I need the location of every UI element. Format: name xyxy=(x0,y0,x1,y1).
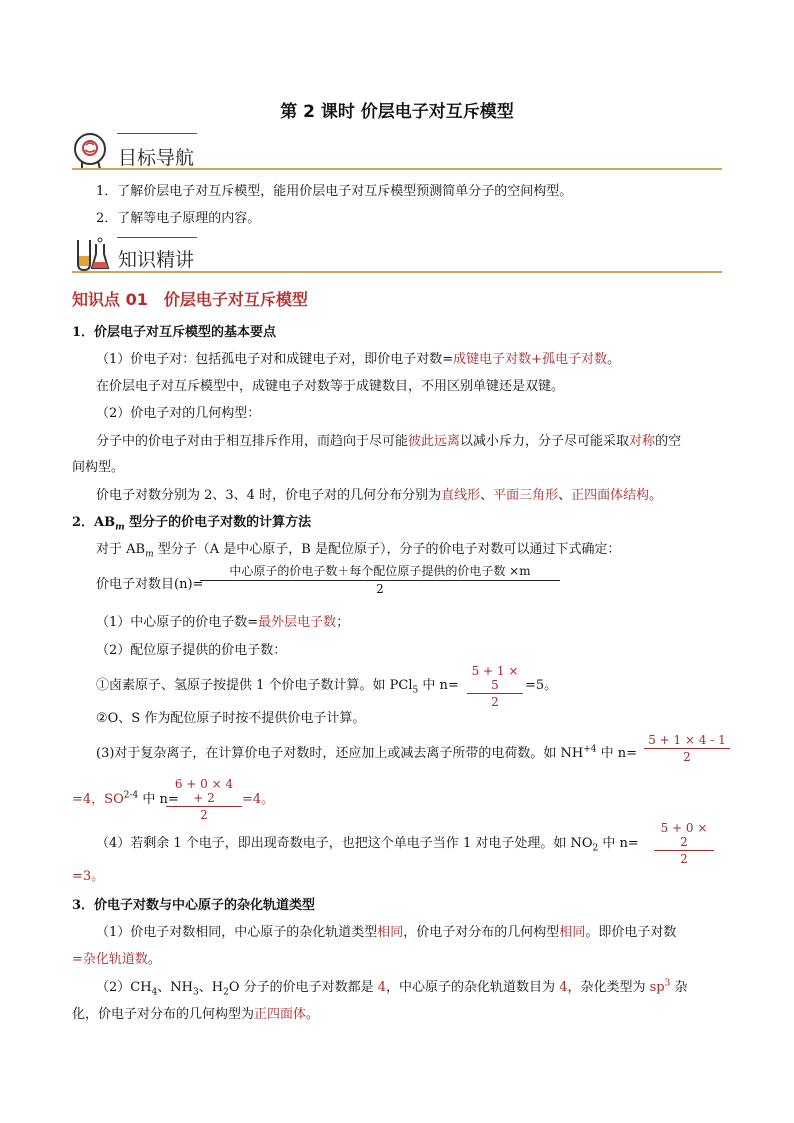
formula-numerator: 中心原子的价电子数＋每个配位原子提供的价电子数 ×m xyxy=(229,564,531,578)
section1-heading: 目标导航 xyxy=(118,147,195,169)
s2-p6-result: =4。 xyxy=(242,792,275,807)
s2-p3-result: =5。 xyxy=(525,678,558,693)
no2-fraction: 5 + 0 × 2 2 xyxy=(654,821,714,866)
s3-heading: 3．价电子对数与中心原子的杂化轨道类型 xyxy=(72,898,316,913)
goal-2: 2．了解等电子原理的内容。 xyxy=(96,211,261,226)
knowledge-point-title: 知识点 01 价层电子对互斥模型 xyxy=(72,290,308,309)
s2-p8: =3。 xyxy=(72,869,105,884)
goal-1: 1．了解价层电子对互斥模型，能用价层电子对互斥模型预测简单分子的空间构型。 xyxy=(96,184,573,199)
s1-p4: 分子中的价电子对由于相互排斥作用，而趋向于尽可能彼此远离以减小斥力，分子尽可能采取对称的空 xyxy=(96,434,682,449)
formula-denominator: 2 xyxy=(376,582,384,596)
main-formula-fraction xyxy=(200,562,560,596)
s2-p4: ②O、S 作为配位原子时按不提供价电子计算。 xyxy=(96,711,366,726)
s2-heading: 2．$AB_m$ 型分子的价电子对数的计算方法 xyxy=(72,515,312,533)
s3-p2-cont: 化，价电子对分布的几何构型为正四面体。 xyxy=(72,1007,320,1022)
s2-intro: 对于 $AB_m$ 型分子（A 是中心原子，B 是配位原子），分子的价电子对数可以通过下式确定： xyxy=(96,542,621,560)
section1-divider xyxy=(72,168,722,170)
s1-p4-cont: 间构型。 xyxy=(72,460,125,475)
nh4-fraction: 5 + 1 × 4 - 1 2 xyxy=(644,733,730,764)
s3-p1: （1）价电子对数相同，中心原子的杂化轨道类型相同，价电子对分布的几何构型相同。即价电子对数 xyxy=(96,925,677,940)
s3-p2: $(2)CH_4$、$NH_3$、$H_2O$ 分子的价电子对数都是 4，中心原子的杂化轨道数目为 4，杂化类型为 $sp^3$ 杂 xyxy=(96,978,688,998)
flask-icon xyxy=(72,236,112,272)
s2-p6: =4，SO$^{2-4}$ 中 n= xyxy=(72,790,179,807)
brain-head-icon xyxy=(72,131,110,171)
s1-p2: 在价层电子对互斥模型中，成键电子对数等于成键数目，不用区别单键还是双键。 xyxy=(96,379,565,394)
section2-divider xyxy=(72,271,722,273)
s2-p5: (3)对于复杂离子，在计算价电子对数时，还应加上或减去离子所带的电荷数。如 $NH^{+4}$ 中 n= xyxy=(96,744,638,761)
page-title: 第 2 课时 价层电子对互斥模型 xyxy=(280,102,514,122)
s1-heading: 1．价层电子对互斥模型的基本要点 xyxy=(72,325,277,340)
s3-p1-cont: =杂化轨道数。 xyxy=(72,952,161,967)
s2-p3: ①卤素原子、氢原子按提供 1 个价电子数计算。如 PCl$_5$ 中 n= xyxy=(96,678,459,696)
s2-p7: （4）若剩余 1 个电子，即出现奇数电子，也把这个单电子当作 1 对电子处理。如 $NO_2$ 中 n= xyxy=(96,836,639,854)
pcl5-fraction: 5 + 1 × 5 2 xyxy=(467,664,523,709)
s1-p5: 价电子对数分别为 2、3、4 时，价电子对的几何分布分别为直线形、平面三角形、正四面体结构。 xyxy=(96,488,663,503)
s2-p1: （1）中心原子的价电子数=最外层电子数； xyxy=(96,615,350,630)
s1-p1: （1）价电子对：包括孤电子对和成键电子对，即价电子对数=成键电子对数+孤电子对数。 xyxy=(96,352,621,367)
s1-p3: （2）价电子对的几何构型： xyxy=(96,406,261,421)
so4-fraction: 6 + 0 × 4 + 2 2 xyxy=(166,777,242,822)
section1-top-line xyxy=(117,133,197,134)
s2-p2: （2）配位原子提供的价电子数： xyxy=(96,643,287,658)
section2-heading: 知识精讲 xyxy=(118,249,195,271)
formula-lhs: 价电子对数目(n)= xyxy=(96,577,204,592)
section2-top-line xyxy=(117,237,197,238)
